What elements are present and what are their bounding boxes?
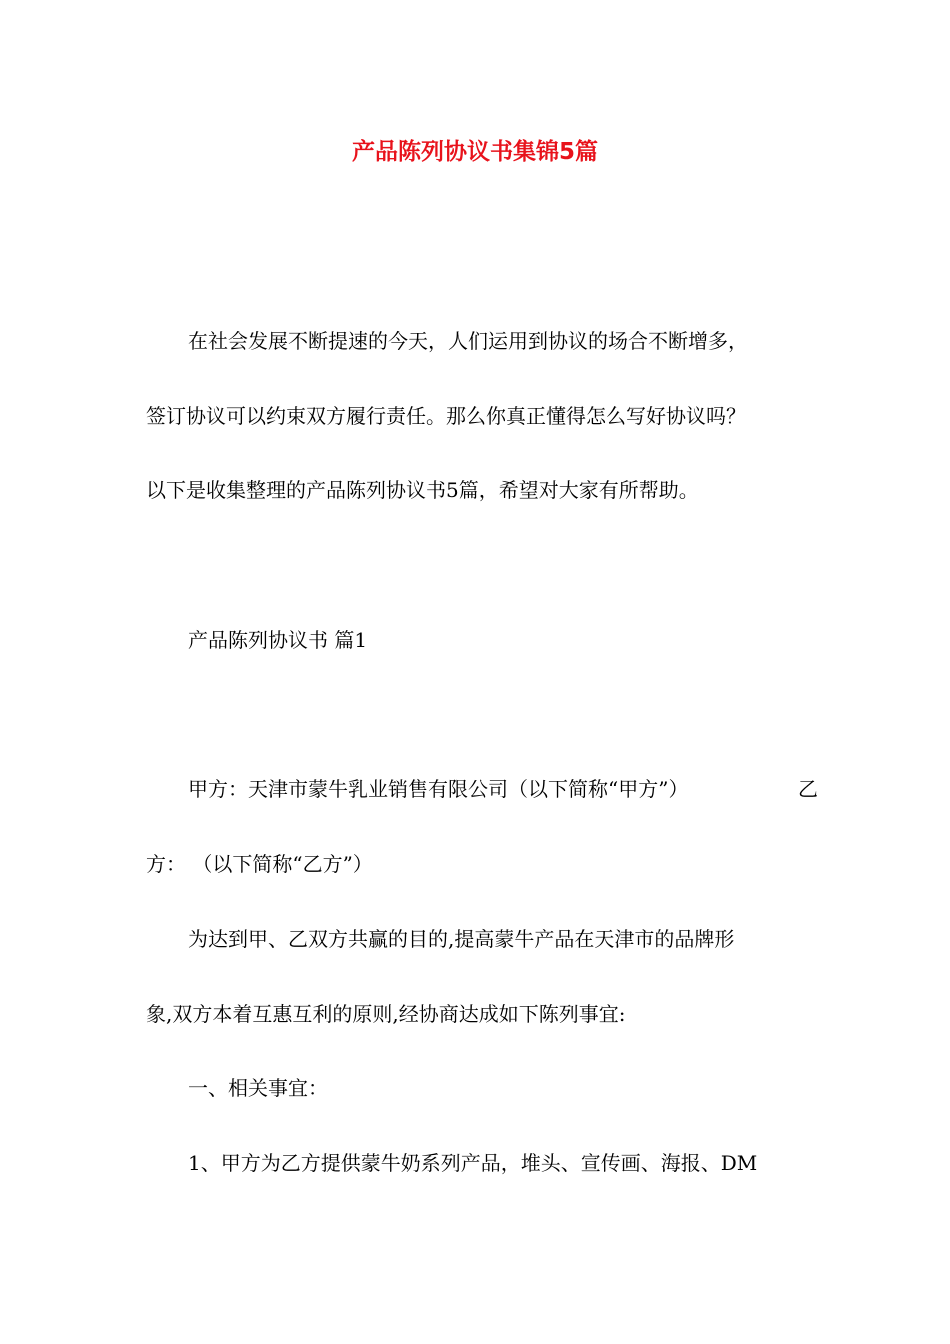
clause-1: 1、甲方为乙方提供蒙牛奶系列产品，堆头、宣传画、海报、DM [188, 1151, 758, 1175]
party-a-row [188, 774, 818, 804]
clause-heading: 一、相关事宜： [188, 1076, 328, 1100]
purpose-line-1: 为达到甲、乙双方共赢的目的,提高蒙牛产品在天津市的品牌形 [188, 927, 735, 951]
section-heading: 产品陈列协议书 篇1 [188, 628, 368, 652]
purpose-line-2: 象,双方本着互惠互利的原则,经协商达成如下陈列事宜: [146, 1002, 626, 1026]
document-title: 产品陈列协议书集锦5篇 [351, 139, 598, 165]
party-a-line: 甲方：天津市蒙牛乳业销售有限公司（以下简称“甲方”） [188, 777, 689, 801]
intro-line-1: 在社会发展不断提速的今天，人们运用到协议的场合不断增多， [188, 329, 748, 353]
party-b-line: 方： （以下简称“乙方”） [146, 852, 373, 876]
party-b-start: 乙 [798, 777, 818, 801]
intro-line-2: 签订协议可以约束双方履行责任。那么你真正懂得怎么写好协议吗？ [146, 404, 746, 428]
intro-line-3: 以下是收集整理的产品陈列协议书5篇，希望对大家有所帮助。 [146, 478, 699, 502]
